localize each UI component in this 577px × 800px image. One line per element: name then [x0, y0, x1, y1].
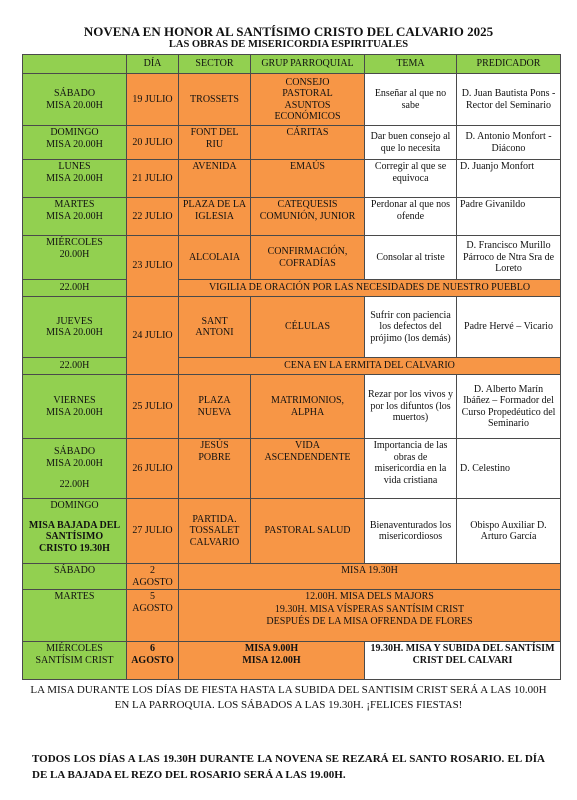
table-row [23, 198, 561, 236]
time-label: 22.00H [23, 280, 127, 297]
day-label: MARTES MISA 20.00H [23, 198, 127, 236]
theme-cell: Consolar al triste [365, 236, 457, 280]
date-cell: 26 JULIO [127, 439, 179, 499]
group-cell: CONSEJO PASTORAL ASUNTOS ECONÓMICOS [251, 74, 365, 126]
date-cell: 21 JULIO [127, 160, 179, 198]
theme-cell: Corregir al que se equivoca [365, 160, 457, 198]
day-label: SÁBADO MISA 20.00H [23, 74, 127, 126]
preacher-cell: D. Alberto Marín Ibáñez – Formador del Curso Propedéutico del Seminario [457, 375, 561, 439]
table-row [23, 358, 561, 375]
footer-rosary-note: TODOS LOS DÍAS A LAS 19.30H DURANTE LA NOVENA SE REZARÁ EL SANTO ROSARIO. EL DÍA DE LA BAJADA EL REZO DEL ROSARIO SERÁ A LAS 19.00H. [32, 753, 545, 781]
date-cell: 6 AGOSTO [127, 642, 179, 680]
page-title: NOVENA EN HONOR AL SANTÍSIMO CRISTO DEL CALVARIO 2025 [83, 24, 494, 39]
day-label: MIÉRCOLES SANTÍSIM CRIST [23, 642, 127, 680]
time-label: 22.00H [23, 358, 127, 375]
header-dia: DÍA [127, 55, 179, 74]
group-cell: VIDA ASCENDENDENTE [251, 439, 365, 499]
theme-cell: Sufrir con paciencia los defectos del prójimo (los demás) [365, 297, 457, 358]
table-row [23, 126, 561, 160]
date-cell: 2 AGOSTO [127, 564, 179, 590]
day-label [23, 439, 127, 499]
preacher-cell: D. Francisco Murillo Párroco de Ntra Sra de Loreto [457, 236, 561, 280]
event-cell: VIGILIA DE ORACIÓN POR LAS NECESIDADES DE NUESTRO PUEBLO [179, 280, 561, 297]
day-label-main: DOMINGO [50, 500, 99, 511]
header-tema: TEMA [365, 55, 457, 74]
table-row [23, 564, 561, 590]
table-row [23, 236, 561, 280]
table-row [23, 439, 561, 499]
footer-note: LA MISA DURANTE LOS DÍAS DE FIESTA HASTA LA SUBIDA DEL SANTISIM CRIST SERÁ A LAS 10.00H EN LA PARROQUIA. LOS SÁBADOS A LAS 19.30H. ¡FELICES FIESTAS! [30, 684, 547, 712]
event-cell: MISA 19.30H [179, 564, 561, 590]
preacher-cell: D. Antonio Monfort - Diácono [457, 126, 561, 160]
sector-cell: PLAZA DE LA IGLESIA [179, 198, 251, 236]
day-label: MARTES [23, 590, 127, 642]
preacher-cell: D. Juanjo Monfort [457, 160, 561, 198]
theme-cell: Enseñar al que no sabe [365, 74, 457, 126]
date-cell: 5 AGOSTO [127, 590, 179, 642]
theme-cell: Perdonar al que nos ofende [365, 198, 457, 236]
table-row [23, 297, 561, 358]
table-row [23, 280, 561, 297]
sector-cell: SANT ANTONI [179, 297, 251, 358]
header-grup: GRUP PARROQUIAL [251, 55, 365, 74]
sector-cell: PARTIDA. TOSSALET CALVARIO [179, 499, 251, 564]
table-row [23, 590, 561, 642]
preacher-cell: Padre Givanildo [457, 198, 561, 236]
event-cell: 19.30H. MISA Y SUBIDA DEL SANTÍSIM CRIST DEL CALVARI [365, 642, 561, 680]
preacher-cell: D. Juan Bautista Pons - Rector del Seminario [457, 74, 561, 126]
date-cell: 22 JULIO [127, 198, 179, 236]
date-cell: 25 JULIO [127, 375, 179, 439]
table-row [23, 160, 561, 198]
day-label-time: 22.00H [59, 479, 90, 491]
preacher-cell: Obispo Auxiliar D. Arturo García [457, 499, 561, 564]
day-label: JUEVES MISA 20.00H [23, 297, 127, 358]
theme-cell: Rezar por los vivos y por los difuntos (los muertos) [365, 375, 457, 439]
header-predicador: PREDICADOR [457, 55, 561, 74]
page-subtitle: LAS OBRAS DE MISERICORDIA ESPIRITUALES [168, 39, 409, 50]
day-label [23, 499, 127, 564]
date-cell: 19 JULIO [127, 74, 179, 126]
sector-cell: AVENIDA [179, 160, 251, 198]
theme-cell: Importancia de las obras de misericordia en la vida cristiana [365, 439, 457, 499]
day-label: DOMINGO MISA 20.00H [23, 126, 127, 160]
group-cell: PASTORAL SALUD [251, 499, 365, 564]
day-label: SÁBADO [23, 564, 127, 590]
sector-cell: ALCOLAIA [179, 236, 251, 280]
table-header-row [23, 55, 561, 74]
day-label: LUNES MISA 20.00H [23, 160, 127, 198]
table-row [23, 74, 561, 126]
date-cell: 23 JULIO [127, 236, 179, 297]
table-row [23, 642, 561, 680]
header-sector: SECTOR [179, 55, 251, 74]
group-cell: MATRIMONIOS, ALPHA [251, 375, 365, 439]
preacher-cell: D. Celestino [457, 439, 561, 499]
group-cell: CÁRITAS [251, 126, 365, 160]
event-cell: CENA EN LA ERMITA DEL CALVARIO [179, 358, 561, 375]
novena-schedule-table [22, 54, 561, 680]
group-cell: CÉLULAS [251, 297, 365, 358]
day-label: MIÉRCOLES 20.00H [23, 236, 127, 280]
date-cell: 20 JULIO [127, 126, 179, 160]
sector-cell: TROSSETS [179, 74, 251, 126]
day-label-main: SÁBADO MISA 20.00H [46, 446, 103, 469]
header-blank [23, 55, 127, 74]
event-cell: MISA 9.00H MISA 12.00H [179, 642, 365, 680]
group-cell: CONFIRMACIÓN, COFRADÍAS [251, 236, 365, 280]
preacher-cell: Padre Hervé – Vicario [457, 297, 561, 358]
sector-cell: FONT DEL RIU [179, 126, 251, 160]
date-cell: 24 JULIO [127, 297, 179, 375]
day-label-mass: MISA BAJADA DEL SANTÍSIMO CRISTO 19.30H [28, 519, 121, 554]
sector-cell: PLAZA NUEVA [179, 375, 251, 439]
table-row [23, 375, 561, 439]
group-cell: EMAÚS [251, 160, 365, 198]
event-cell: 12.00H. MISA DELS MAJORS 19.30H. MISA VÍSPERAS SANTÍSIM CRIST DESPUÉS DE LA MISA OFRENDA DE FLORES [179, 590, 561, 642]
group-cell: CATEQUESIS COMUNIÓN, JUNIOR [251, 198, 365, 236]
day-label: VIERNES MISA 20.00H [23, 375, 127, 439]
date-cell: 27 JULIO [127, 499, 179, 564]
sector-cell: JESÚS POBRE [179, 439, 251, 499]
table-row [23, 499, 561, 564]
theme-cell: Bienaventurados los misericordiosos [365, 499, 457, 564]
theme-cell: Dar buen consejo al que lo necesita [365, 126, 457, 160]
